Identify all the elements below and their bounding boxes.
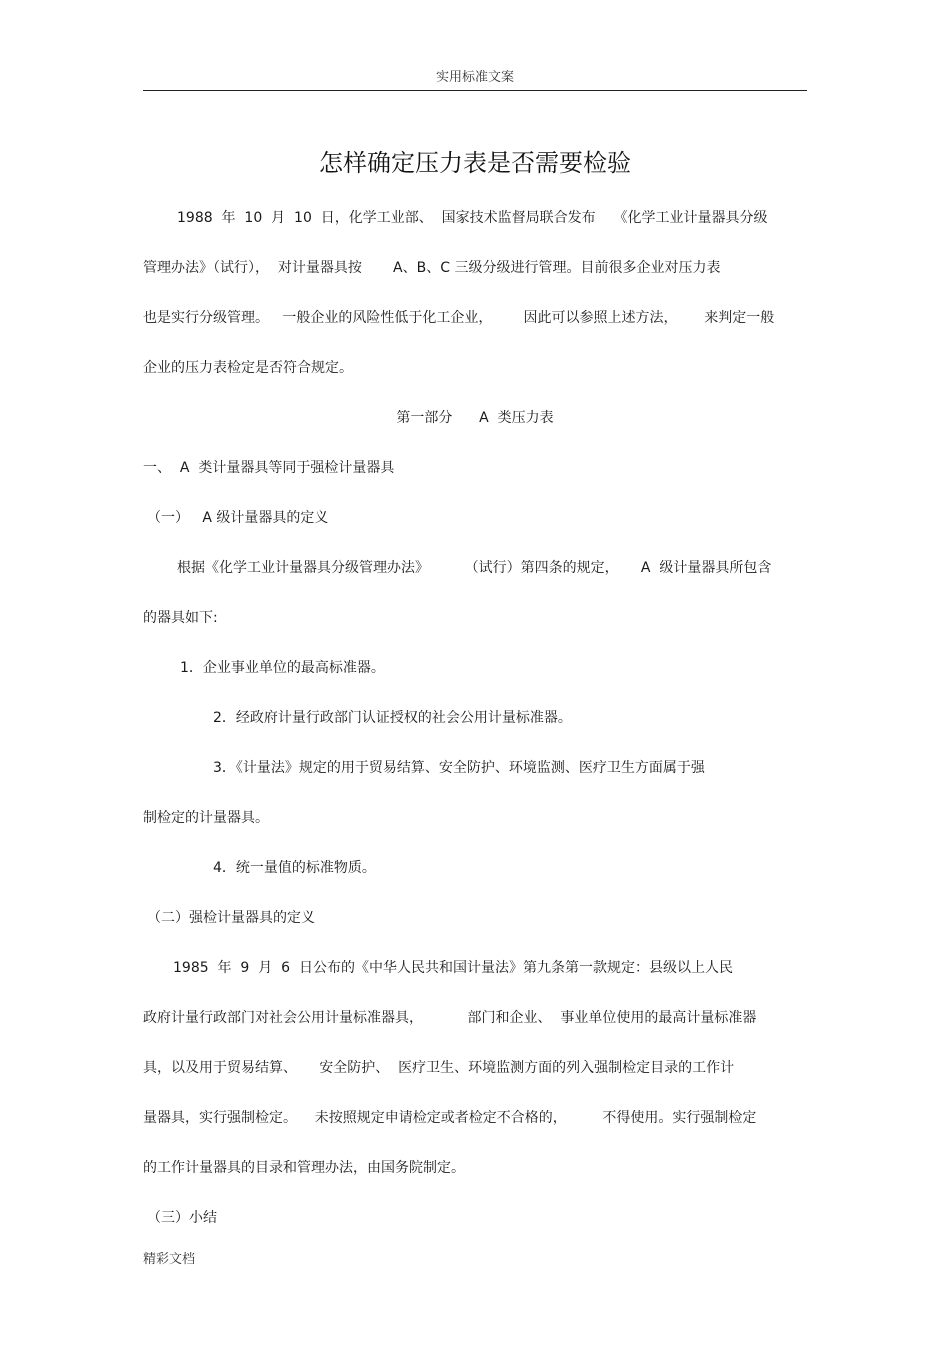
paragraph-line: 1985 年 9 月 6 日公布的《中华人民共和国计量法》第九条第一款规定：县级以上人民 (173, 960, 733, 976)
list-item: 2．经政府计量行政部门认证授权的社会公用计量标准器。 (213, 710, 572, 726)
subsection-heading: （三）小结 (147, 1210, 217, 1226)
paragraph-line: 的器具如下: (143, 610, 218, 626)
header-divider (143, 90, 807, 91)
intro-line: 企业的压力表检定是否符合规定。 (143, 360, 353, 376)
list-item: 制检定的计量器具。 (143, 810, 269, 826)
list-item: 3．《计量法》规定的用于贸易结算、安全防护、环境监测、医疗卫生方面属于强 (213, 760, 705, 776)
section-heading: 一、 A 类计量器具等同于强检计量器具 (143, 460, 395, 476)
part-heading: 第一部分 A 类压力表 (396, 410, 554, 426)
list-item: 1．企业事业单位的最高标准器。 (180, 660, 385, 676)
running-header: 实用标准文案 (435, 70, 514, 85)
intro-line: 管理办法》（试行）， 对计量器具按 A、B、C 三级分级进行管理。目前很多企业对压力表 (143, 260, 721, 276)
page-footer: 精彩文档 (143, 1252, 196, 1267)
paragraph-line: 具，以及用于贸易结算、 安全防护、 医疗卫生、环境监测方面的列入强制检定目录的工作计 (143, 1060, 735, 1076)
list-item: 4．统一量值的标准物质。 (213, 860, 376, 876)
intro-line: 也是实行分级管理。 一般企业的风险性低于化工企业， 因此可以参照上述方法， 来判定一般 (143, 310, 775, 326)
paragraph-line: 量器具，实行强制检定。 未按照规定申请检定或者检定不合格的， 不得使用。实行强制检定 (143, 1110, 757, 1126)
paragraph-line: 根据《化学工业计量器具分级管理办法》 （试行）第四条的规定， A 级计量器具所包含 (177, 560, 772, 576)
paragraph-line: 的工作计量器具的目录和管理办法，由国务院制定。 (143, 1160, 465, 1176)
subsection-heading: （二）强检计量器具的定义 (147, 910, 315, 926)
intro-line: 1988 年 10 月 10 日，化学工业部、 国家技术监督局联合发布 《化学工业计量器具分级 (177, 210, 768, 226)
subsection-heading: （一） A 级计量器具的定义 (147, 510, 329, 526)
paragraph-line: 政府计量行政部门对社会公用计量标准器具， 部门和企业、 事业单位使用的最高计量标准器 (143, 1010, 757, 1026)
document-title: 怎样确定压力表是否需要检验 (319, 149, 631, 177)
